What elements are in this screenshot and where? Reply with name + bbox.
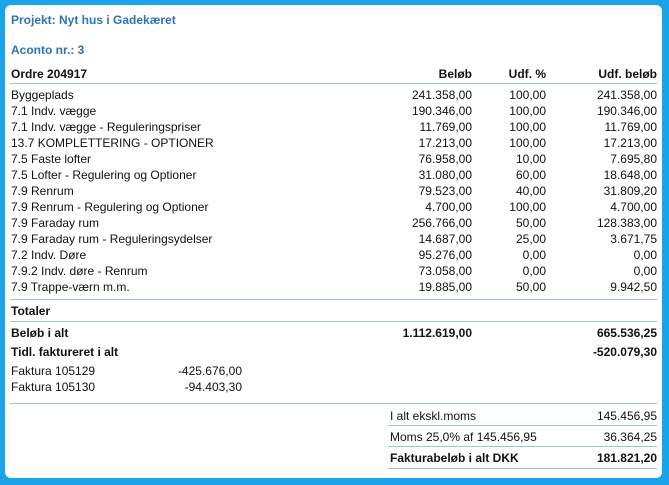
table-header [5,66,662,82]
sum-label: Beløb i alt [11,326,69,340]
row-amount: 4.700,00 [425,200,472,214]
row-pct: 0,00 [522,248,546,262]
row-amount: 17.213,00 [418,136,472,150]
row-pct: 50,00 [515,280,546,294]
totals-header: Totaler [11,304,51,318]
row-pct: 0,00 [522,264,546,278]
vat-label: Moms 25,0% af 145.456,95 [390,430,537,444]
excl-vat-label: I alt ekskl.moms [390,409,477,423]
row-amount: 95.276,00 [418,248,472,262]
total-divider [388,468,657,469]
row-done: 11.769,00 [604,120,657,134]
invoice-row [5,363,662,379]
row-pct: 40,00 [515,184,546,198]
table-row [5,247,662,263]
table-row [5,103,662,119]
invoice-document [5,5,662,478]
row-desc: 7.5 Faste lofter [11,152,92,166]
row-pct: 100,00 [509,136,546,150]
invoice-total-value: 181.821,20 [596,451,657,465]
row-amount: 241.358,00 [411,88,472,102]
col-amount-header: Beløb [438,67,472,81]
row-amount: 190.346,00 [411,104,472,118]
row-done: 31.809,20 [603,184,657,198]
row-desc: 7.9 Trappe-værn m.m. [11,280,130,294]
row-pct: 100,00 [509,104,546,118]
row-done: 128.383,00 [596,216,657,230]
row-pct: 100,00 [509,88,546,102]
row-desc: 7.9 Faraday rum [11,216,100,230]
sum-row [5,325,662,341]
row-desc: 7.9 Renrum [11,184,74,198]
table-row [5,135,662,151]
row-amount: 79.523,00 [418,184,472,198]
table-row [5,215,662,231]
row-done: 7.695,80 [610,152,657,166]
rows-divider [10,299,657,300]
prev-invoiced-amount: -520.079,30 [592,345,657,359]
header-divider [10,83,657,84]
row-done: 9.942,50 [610,280,657,294]
prev-invoiced-label: Tidl. faktureret i alt [11,345,119,359]
prev-invoiced-row [5,344,662,360]
row-done: 241.358,00 [596,88,657,102]
table-row [5,199,662,215]
row-done: 0,00 [633,264,657,278]
excl-divider [388,425,657,426]
invoice-label: Faktura 105130 [11,380,96,394]
row-done: 0,00 [633,248,657,262]
sum-amount: 1.112.619,00 [402,326,472,340]
table-row [5,151,662,167]
col-pct-header: Udf. % [508,67,546,81]
vat-divider [388,446,657,447]
row-done: 4.700,00 [610,200,657,214]
row-desc: 7.2 Indv. Døre [11,248,87,262]
invoice-amount: -94.403,30 [184,380,242,394]
row-pct: 100,00 [509,200,546,214]
excl-vat-row [5,408,662,424]
col-done-header: Udf. beløb [598,67,657,81]
row-amount: 14.687,00 [418,232,472,246]
row-pct: 100,00 [509,120,546,134]
invoice-amount: -425.676,00 [177,364,242,378]
excl-vat-value: 145.456,95 [596,409,657,423]
vat-value: 36.364,25 [603,430,657,444]
row-done: 17.213,00 [603,136,657,150]
row-amount: 256.766,00 [411,216,472,230]
row-pct: 25,00 [515,232,546,246]
row-amount: 19.885,00 [418,280,472,294]
row-desc: 7.9 Faraday rum - Reguleringsydelser [11,232,213,246]
row-amount: 73.058,00 [418,264,472,278]
row-desc: 7.9.2 Indv. døre - Renrum [11,264,148,278]
invoice-total-label: Fakturabeløb i alt DKK [390,451,519,465]
row-amount: 76.958,00 [418,152,472,166]
row-desc: 13.7 KOMPLETTERING - OPTIONER [11,136,214,150]
row-done: 18.648,00 [603,168,657,182]
table-row [5,167,662,183]
table-row [5,263,662,279]
summary-divider [10,403,657,404]
invoice-label: Faktura 105129 [11,364,96,378]
row-done: 190.346,00 [596,104,657,118]
table-row [5,119,662,135]
aconto-number: Aconto nr.: 3 [11,43,85,57]
table-row [5,183,662,199]
row-desc: Byggeplads [11,88,74,102]
row-desc: 7.1 Indv. vægge [11,104,97,118]
totals-divider [10,321,657,322]
row-amount: 31.080,00 [418,168,472,182]
table-row [5,87,662,103]
project-title: Projekt: Nyt hus i Gadekæret [11,13,176,27]
row-pct: 60,00 [515,168,546,182]
invoice-total-row [5,450,662,466]
row-pct: 10,00 [515,152,546,166]
row-pct: 50,00 [515,216,546,230]
row-done: 3.671,75 [610,232,657,246]
sum-done: 665.536,25 [596,326,657,340]
vat-row [5,429,662,445]
table-row [5,231,662,247]
row-desc: 7.9 Renrum - Regulering og Optioner [11,200,209,214]
row-desc: 7.5 Lofter - Regulering og Optioner [11,168,197,182]
table-row [5,279,662,295]
row-amount: 11.769,00 [419,120,472,134]
order-header: Ordre 204917 [11,67,88,81]
row-desc: 7.1 Indv. vægge - Reguleringspriser [11,120,201,134]
invoice-row [5,379,662,395]
